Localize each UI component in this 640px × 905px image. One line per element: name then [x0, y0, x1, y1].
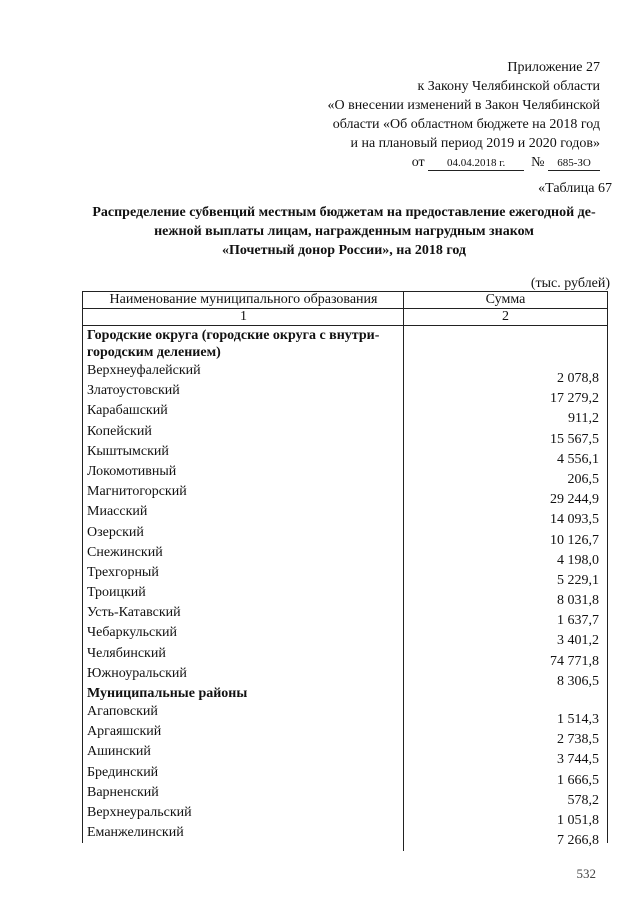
- title-line: «Почетный донор России», на 2018 год: [221, 243, 467, 258]
- municipality-name: Карабашский: [87, 403, 168, 419]
- title-line: Распределение субвенций местным бюджетам на предоставление ежегодной де-: [92, 205, 596, 220]
- appendix-line: области «Об областном бюджете на 2018 год: [332, 117, 600, 132]
- subvention-amount: 2 078,8: [557, 371, 599, 386]
- table-row: [83, 763, 607, 788]
- table-row: [83, 644, 607, 669]
- municipality-name: Снежинский: [87, 544, 163, 560]
- column-number-row: [83, 309, 607, 326]
- table-header-row: [83, 292, 607, 309]
- section-title-line: Городские округа (городские округа с внутри-: [87, 328, 380, 343]
- municipality-name: Магнитогорский: [87, 484, 187, 500]
- subvention-amount: 74 771,8: [550, 653, 599, 669]
- table-row: [83, 702, 607, 727]
- table-row: [83, 381, 607, 407]
- section-title: Муниципальные районы: [87, 686, 248, 701]
- table-row: [83, 603, 607, 629]
- subvention-amount: 911,2: [568, 411, 599, 427]
- section1-rows: [83, 361, 607, 689]
- table-row: [83, 783, 607, 808]
- table-row: [83, 722, 607, 748]
- subventions-table: [82, 291, 608, 849]
- municipality-name: Еманжелинский: [87, 825, 184, 841]
- municipality-name: Кыштымский: [87, 443, 169, 459]
- units-label: (тыс. рублей): [530, 276, 610, 291]
- table-row: [83, 482, 607, 508]
- table-row: [83, 823, 607, 849]
- subvention-amount: 4 198,0: [557, 552, 599, 568]
- municipality-name: Троицкий: [87, 585, 146, 601]
- subvention-amount: 14 093,5: [550, 512, 599, 528]
- from-label: от: [411, 155, 425, 170]
- table-row: [83, 742, 607, 768]
- subvention-amount: 7 266,8: [557, 833, 599, 849]
- subvention-amount: 1 051,8: [557, 812, 599, 828]
- table-row: [83, 523, 607, 548]
- subvention-amount: 1 666,5: [557, 772, 599, 788]
- municipality-name: Ашинский: [87, 744, 151, 760]
- appendix-line: Приложение 27: [507, 60, 600, 75]
- table-row: [83, 803, 607, 828]
- header-sum: Сумма: [485, 292, 526, 307]
- table-row: [83, 401, 607, 427]
- municipality-name: Чебаркульский: [87, 625, 178, 641]
- table-row: [83, 563, 607, 588]
- municipality-name: Верхнеуфалейский: [87, 363, 201, 378]
- subvention-amount: 3 401,2: [557, 633, 599, 649]
- subvention-amount: 29 244,9: [550, 492, 599, 508]
- municipality-name: Озерский: [87, 524, 144, 540]
- municipality-name: Миасский: [87, 504, 148, 520]
- subvention-amount: 8 306,5: [557, 673, 599, 689]
- header-name: Наименование муниципального образования: [109, 292, 378, 307]
- subvention-amount: 3 744,5: [557, 752, 599, 768]
- section-heading: [83, 326, 607, 361]
- law-number: 685-ЗО: [548, 156, 600, 171]
- municipality-name: Агаповский: [87, 704, 158, 719]
- column-number: 1: [240, 309, 247, 324]
- municipality-name: Аргаяшский: [87, 724, 162, 740]
- municipality-name: Копейский: [87, 423, 152, 439]
- appendix-line: «О внесении изменений в Закон Челябинской: [327, 98, 600, 113]
- subvention-amount: 578,2: [567, 792, 599, 808]
- page-number: 532: [576, 866, 596, 881]
- municipality-name: Верхнеуральский: [87, 804, 192, 820]
- subvention-amount: 17 279,2: [550, 391, 599, 407]
- table-row: [83, 623, 607, 649]
- municipality-name: Локомотивный: [87, 463, 177, 479]
- number-label: №: [531, 155, 545, 170]
- subvention-amount: 5 229,1: [557, 572, 599, 588]
- subvention-amount: 1 514,3: [557, 712, 599, 727]
- subvention-amount: 206,5: [567, 471, 599, 487]
- municipality-name: Южноуральский: [87, 665, 187, 681]
- table-row: [83, 462, 607, 487]
- document-title: [84, 203, 604, 260]
- municipality-name: Златоустовский: [87, 383, 180, 399]
- table-row: [83, 422, 607, 447]
- title-line: нежной выплаты лицам, награжденным нагрудным знаком: [154, 224, 534, 239]
- municipality-name: Брединский: [87, 764, 159, 780]
- municipality-name: Челябинский: [87, 645, 166, 661]
- section2-rows: [83, 702, 607, 849]
- subvention-amount: 4 556,1: [557, 451, 599, 467]
- law-date: 04.04.2018 г.: [428, 156, 524, 171]
- appendix-line: и на плановый период 2019 и 2020 годов»: [350, 136, 600, 151]
- table-label: «Таблица 67: [538, 181, 612, 196]
- subvention-amount: 10 126,7: [550, 532, 599, 548]
- table-row: [83, 502, 607, 528]
- subvention-amount: 15 567,5: [550, 431, 599, 447]
- table-row: [83, 664, 607, 689]
- column-number: 2: [502, 309, 509, 324]
- subvention-amount: 8 031,8: [557, 593, 599, 609]
- table-row: [83, 361, 607, 386]
- signature-line: [270, 153, 600, 172]
- table-row: [83, 543, 607, 568]
- section-title-line: городским делением): [87, 345, 221, 360]
- table-row: [83, 442, 607, 467]
- municipality-name: Варненский: [87, 784, 159, 800]
- column-divider: [403, 291, 404, 851]
- municipality-name: Усть-Катавский: [87, 605, 181, 621]
- table-row: [83, 583, 607, 609]
- subvention-amount: 1 637,7: [557, 613, 599, 629]
- section-heading: [83, 684, 607, 702]
- subvention-amount: 2 738,5: [557, 732, 599, 748]
- appendix-header: [270, 58, 600, 172]
- municipality-name: Трехгорный: [87, 564, 159, 580]
- appendix-line: к Закону Челябинской области: [417, 79, 600, 94]
